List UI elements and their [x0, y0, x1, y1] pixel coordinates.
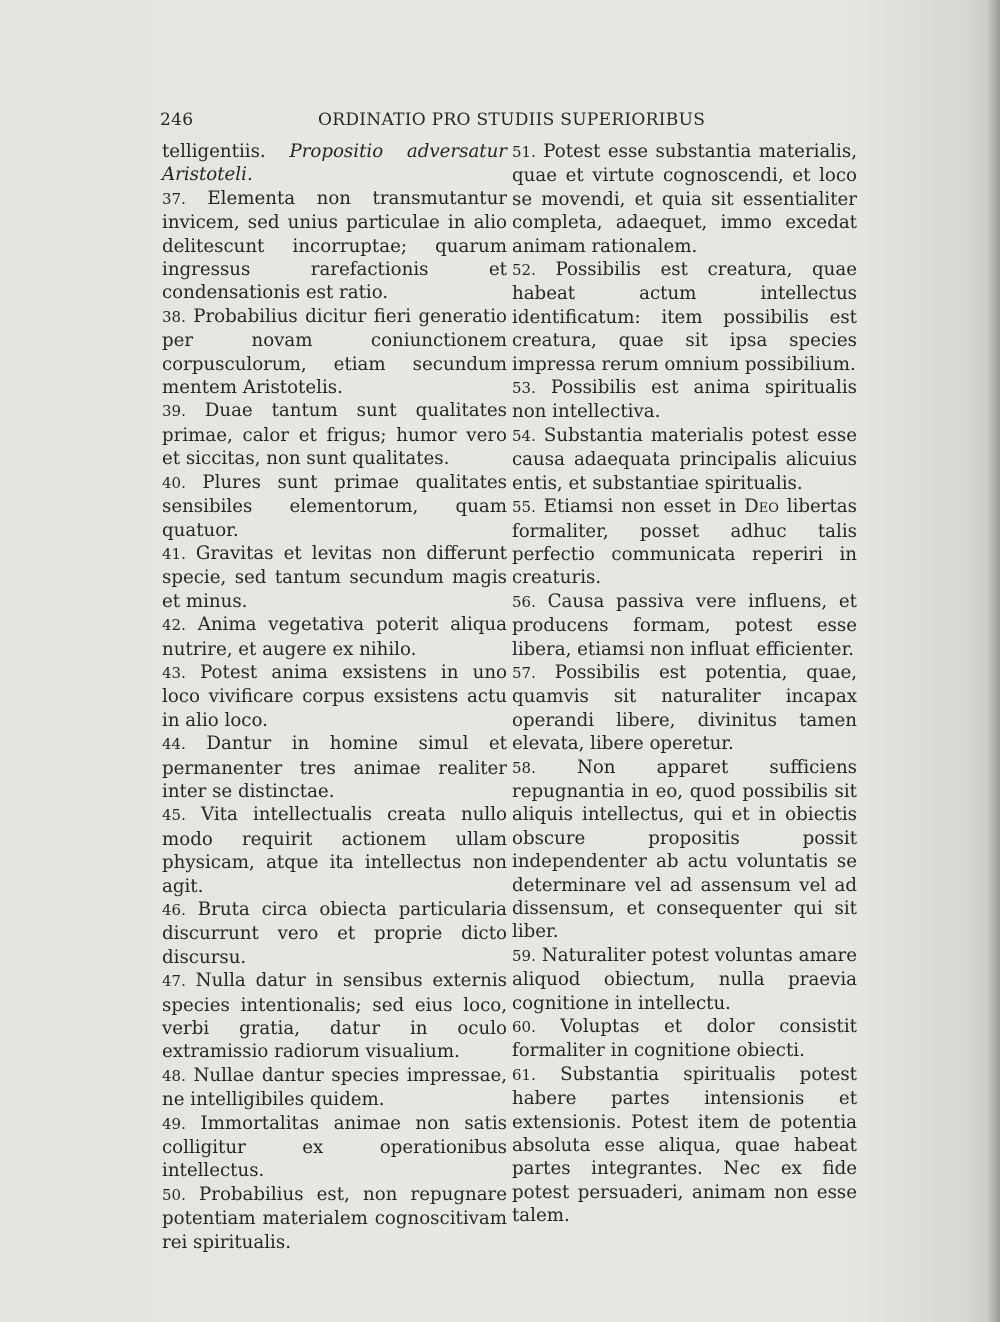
proposition-60	[512, 1015, 857, 1063]
proposition-text: Naturaliter potest voluntas amare aliquod obiectum, nulla praevia cognitione in intellectu.	[512, 944, 857, 1014]
proposition-56	[512, 590, 857, 661]
proposition-41	[162, 542, 507, 613]
proposition-39	[162, 399, 507, 470]
proposition-text: Plures sunt primae qualitates sensibiles elementorum, quam quatuor.	[162, 471, 507, 541]
proposition-48	[162, 1064, 507, 1112]
proposition-55	[512, 495, 857, 590]
proposition-text: Causa passiva vere influens, et producens formam, potest esse libera, etiamsi non influat efficienter.	[512, 590, 857, 660]
proposition-number: 45.	[162, 806, 186, 825]
proposition-58	[512, 756, 857, 944]
proposition-text: Potest esse substantia materialis, quae et virtute cognoscendi, et loco se movendi, et quia sit essentialiter completa, adaequet, immo excedat animam rationalem.	[512, 141, 857, 257]
page-header	[160, 110, 860, 136]
page-number: 246	[160, 110, 194, 130]
proposition-38	[162, 305, 507, 400]
proposition-text: Possibilis est creatura, quae habeat actum intellectus identificatum: item possibilis est creatura, quae sit ipsa species impressa rerum omnium possibilium.	[512, 259, 857, 375]
proposition-number: 52.	[512, 261, 536, 280]
proposition-number: 60.	[512, 1018, 536, 1037]
proposition-number: 40.	[162, 473, 186, 492]
proposition-text: Nullae dantur species impressae, ne intelligibiles quidem.	[162, 1064, 507, 1111]
page-edge-shadow	[986, 0, 1000, 1322]
proposition-51	[512, 140, 857, 258]
proposition-text: Voluptas et dolor consistit formaliter in cognitione obiecti.	[512, 1016, 857, 1062]
deo-small-caps: Deo	[744, 496, 779, 518]
proposition-number: 51.	[512, 143, 536, 161]
proposition-text: Probabilius dicitur fieri generatio per novam coniunctionem corpusculorum, etiam secundum mentem Aristotelis.	[162, 305, 507, 399]
proposition-45	[162, 803, 507, 898]
proposition-number: 41.	[162, 544, 186, 563]
continued-text: telligentiis.	[162, 141, 290, 162]
italic-note: Propositio adversatur Aristoteli.	[162, 141, 508, 186]
proposition-number: 56.	[512, 592, 536, 611]
proposition-number: 42.	[162, 616, 186, 635]
proposition-number: 50.	[162, 1185, 186, 1204]
proposition-text: Possibilis est anima spiritualis non intellectiva.	[512, 377, 857, 423]
proposition-text: Dantur in homine simul et permanenter tres animae realiter inter se distinctae.	[162, 733, 507, 802]
proposition-46	[162, 898, 507, 969]
proposition-number: 57.	[512, 663, 536, 682]
proposition-number: 48.	[162, 1066, 186, 1085]
proposition-number: 61.	[512, 1065, 536, 1084]
proposition-number: 37.	[162, 189, 186, 208]
proposition-37	[162, 187, 507, 305]
proposition-49	[162, 1112, 507, 1183]
proposition-61	[512, 1063, 857, 1228]
proposition-number: 53.	[512, 379, 536, 398]
proposition-text: Substantia spiritualis potest habere partes intensionis et extensionis. Potest item de potentia absoluta esse aliqua, quae habeat partes integrantes. Nec ex fide potest persuaderi, animam non esse talem.	[512, 1063, 857, 1227]
proposition-53	[512, 376, 857, 424]
proposition-number: 49.	[162, 1114, 186, 1133]
proposition-number: 55.	[512, 498, 536, 517]
proposition-40	[162, 471, 507, 542]
proposition-42	[162, 613, 507, 661]
proposition-44	[162, 732, 507, 803]
right-column	[512, 140, 857, 1228]
proposition-54	[512, 424, 857, 495]
proposition-text: Substantia materialis potest esse causa adaequata principalis alicuius entis, et substantiae spiritualis.	[512, 424, 857, 494]
proposition-text: Elementa non transmutantur invicem, sed unius particulae in alio delitescunt incorruptae; quarum ingressus rarefactionis et condensationis est ratio.	[162, 187, 507, 304]
proposition-text-after: libertas formaliter, posset adhuc talis perfectio communicata reperiri in creaturis.	[512, 496, 857, 589]
proposition-text-before: Etiamsi non esset in	[543, 496, 745, 518]
proposition-text: Immortalitas animae non satis colligitur ex operationibus intellectus.	[162, 1112, 507, 1182]
proposition-43	[162, 661, 507, 732]
continued-paragraph	[162, 140, 507, 187]
proposition-number: 38.	[162, 307, 186, 326]
proposition-text: Vita intellectualis creata nullo modo requirit actionem ullam physicam, atque ita intellectus non agit.	[162, 804, 507, 897]
proposition-text: Nulla datur in sensibus externis species intentionalis; sed eius loco, verbi gratia, datur in oculo extramissio radiorum visualium.	[162, 970, 507, 1063]
proposition-number: 44.	[162, 735, 186, 754]
proposition-57	[512, 661, 857, 756]
proposition-text: Bruta circa obiecta particularia discurrunt vero et proprie dicto discursu.	[162, 899, 507, 968]
left-column	[162, 140, 507, 1254]
proposition-number: 54.	[512, 426, 536, 445]
proposition-text: Potest anima exsistens in uno loco vivificare corpus exsistens actu in alio loco.	[162, 661, 507, 731]
proposition-59	[512, 944, 857, 1015]
proposition-52	[512, 258, 857, 376]
proposition-number: 46.	[162, 901, 186, 919]
proposition-text: Possibilis est potentia, quae, quamvis sit naturaliter incapax operandi libere, divinitus tamen elevata, libere operetur.	[512, 661, 857, 755]
proposition-text: Gravitas et levitas non differunt specie, sed tantum secundum magis et minus.	[162, 542, 507, 612]
proposition-text: Non apparet sufficiens repugnantia in eo, quod possibilis sit aliquis intellectus, qui et in obiectis obscure propositis possit independenter ab actu voluntatis se determinare vel ad assensum vel ad dissensum, et consequenter qui sit liber.	[512, 756, 857, 943]
proposition-50	[162, 1183, 507, 1254]
proposition-number: 47.	[162, 972, 186, 991]
proposition-number: 39.	[162, 402, 186, 421]
proposition-text: Probabilius est, non repugnare potentiam materialem cognoscitivam rei spiritualis.	[162, 1183, 507, 1253]
running-head: ORDINATIO PRO STUDIIS SUPERIORIBUS	[318, 110, 706, 130]
proposition-number: 43.	[162, 663, 186, 682]
proposition-text: Anima vegetativa poterit aliqua nutrire, et augere ex nihilo.	[162, 614, 507, 660]
proposition-47	[162, 969, 507, 1064]
proposition-text: Duae tantum sunt qualitates primae, calor et frigus; humor vero et siccitas, non sunt qualitates.	[162, 400, 507, 470]
proposition-number: 58.	[512, 758, 536, 777]
proposition-number: 59.	[512, 946, 536, 965]
